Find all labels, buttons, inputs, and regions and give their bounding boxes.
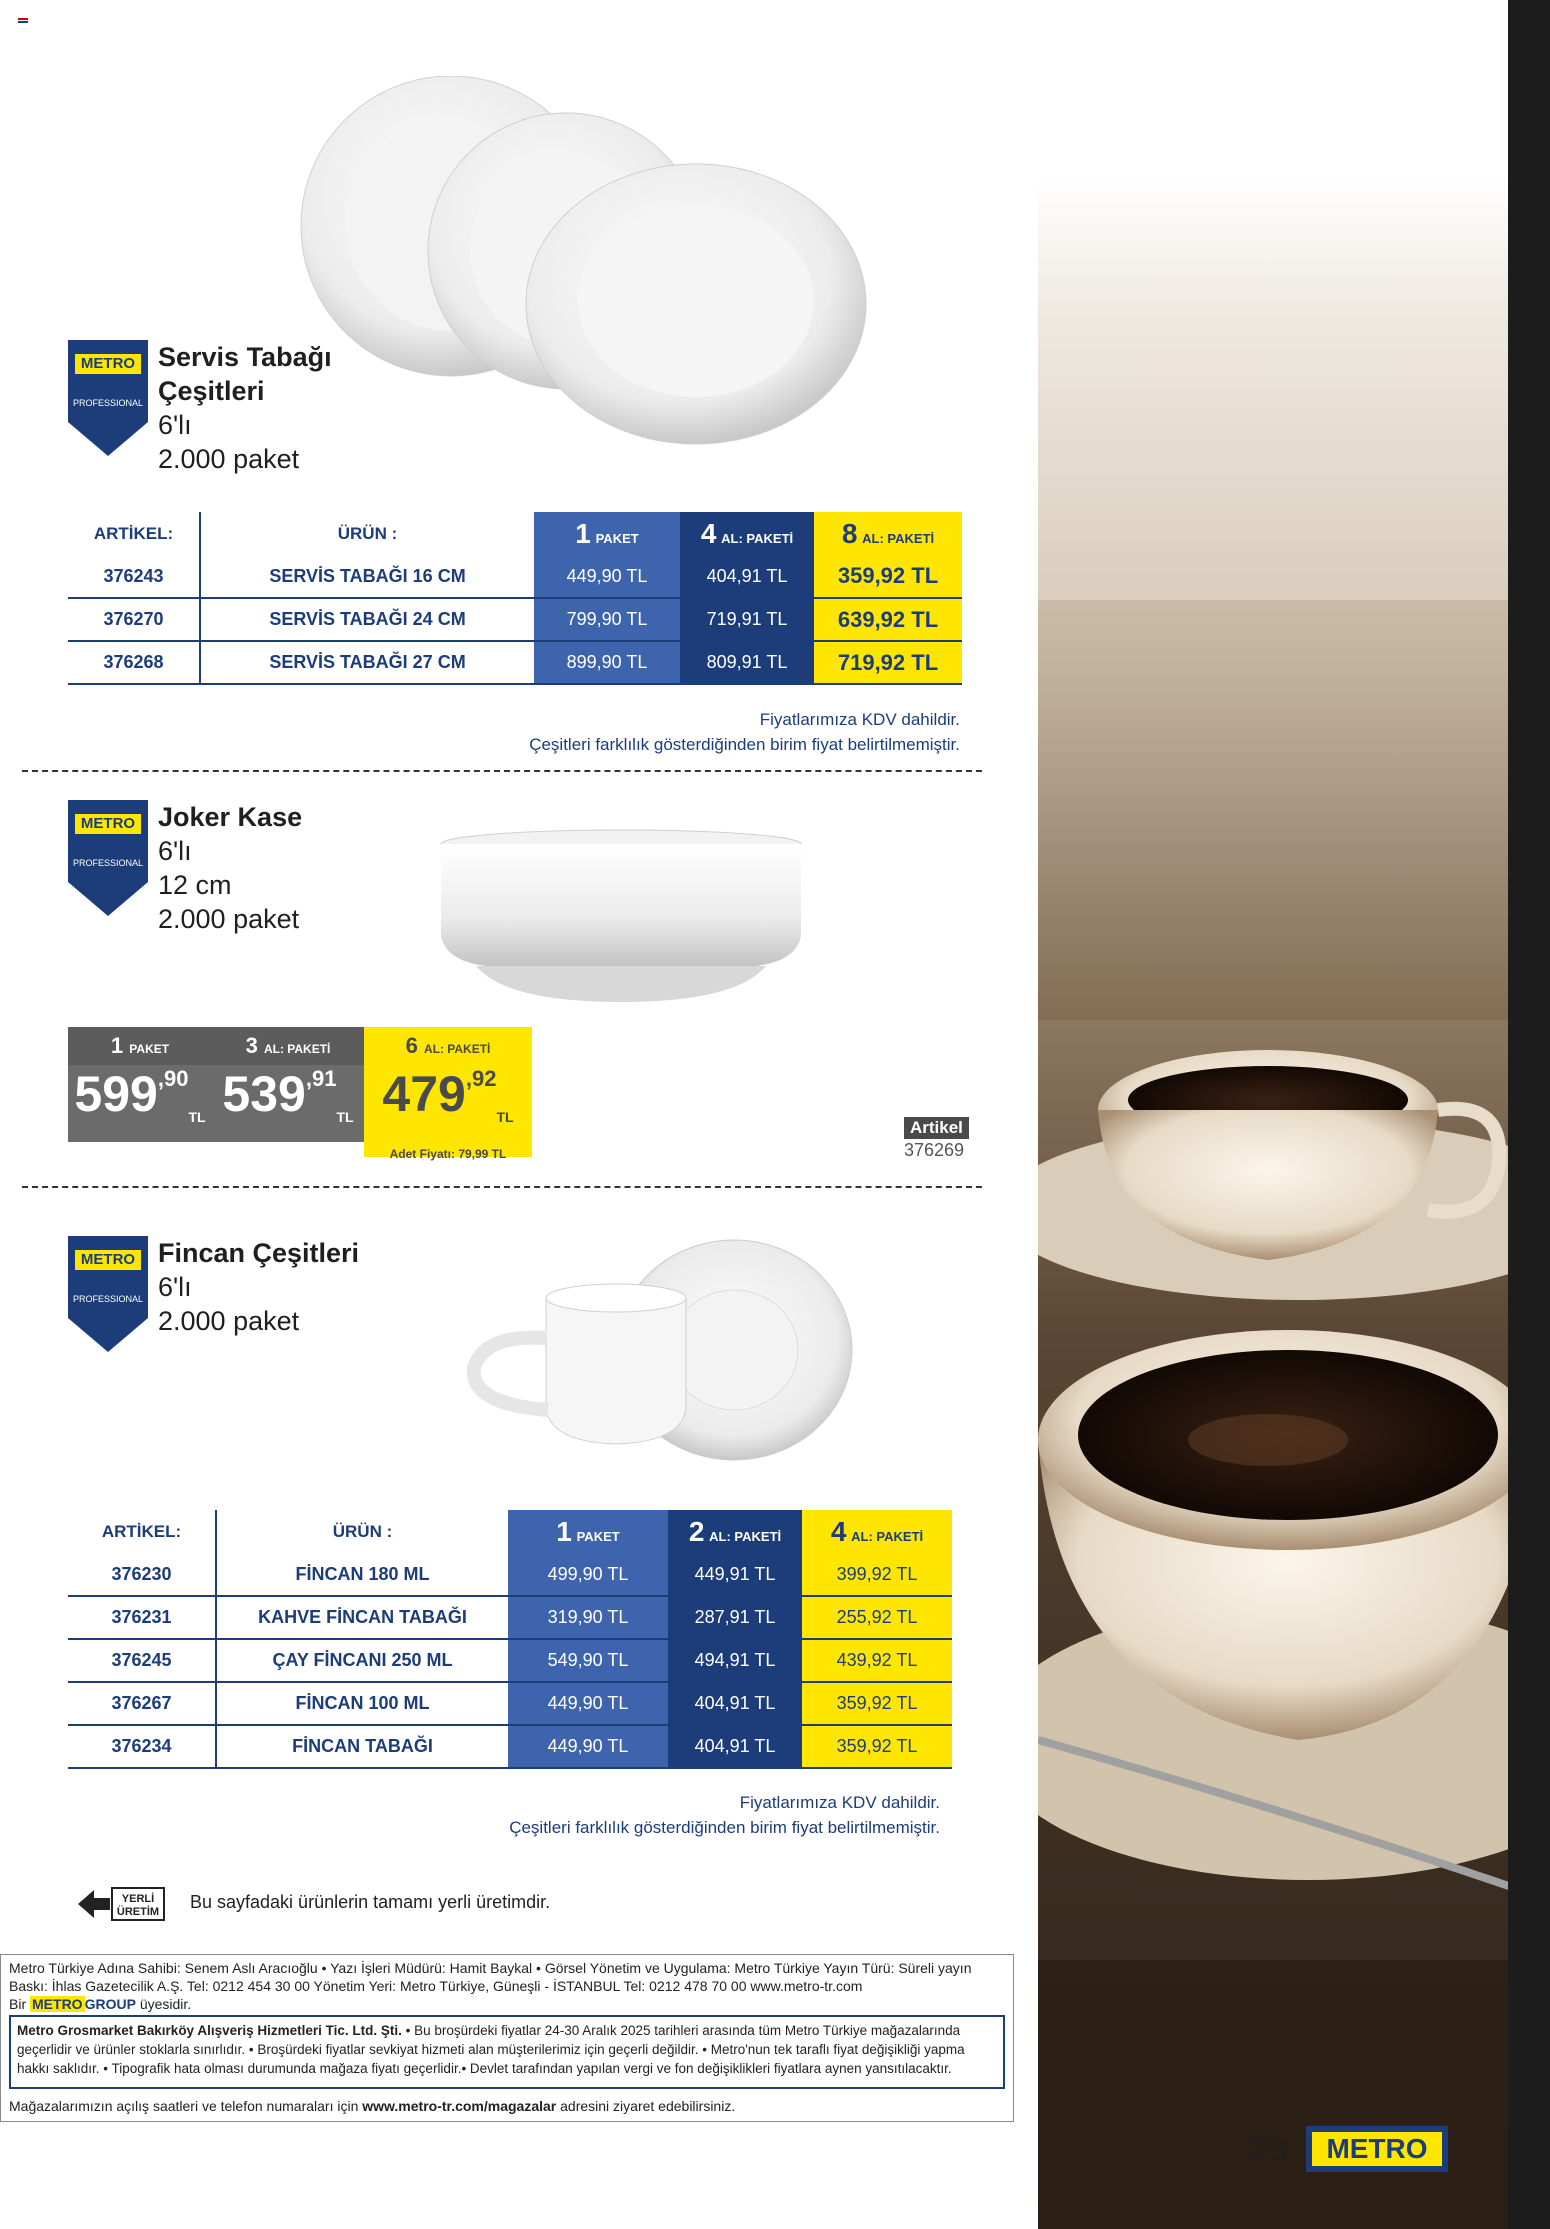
metro-professional-badge: METRO PROFESSIONAL [68, 800, 148, 918]
table-row: 376268 SERVİS TABAĞI 27 CM 899,90 TL 809,91 TL 719,92 TL [68, 641, 962, 684]
metro-professional-badge [68, 340, 148, 458]
divider [22, 770, 982, 772]
table-row: 376234 FİNCAN TABAĞI 449,90 TL 404,91 TL 359,92 TL [68, 1725, 952, 1768]
product-title-line1: Servis Tabağı [158, 342, 332, 372]
col-4-paket: 4 AL: PAKETİ [680, 512, 814, 555]
table-row: 376230 FİNCAN 180 ML 499,90 TL 449,91 TL 399,92 TL [68, 1553, 952, 1596]
product-pack: 6'lı [158, 410, 192, 440]
coffee-cups-image [1038, 0, 1550, 2229]
col-artikel: ARTİKEL: [93, 523, 174, 543]
product-title-line2: Çeşitleri [158, 376, 265, 406]
col-1-paket: 1 PAKET [508, 1510, 668, 1553]
page-number: 23 [1252, 2132, 1288, 2168]
artikel-code: Artikel 376269 [904, 1117, 969, 1161]
local-production-icon [76, 1886, 166, 1922]
flag-icon [18, 18, 28, 26]
table-row: 376245 ÇAY FİNCANI 250 ML 549,90 TL 494,91 TL 439,92 TL [68, 1639, 952, 1682]
price-table-cups [68, 1510, 952, 1769]
product-stock: 2.000 paket [158, 444, 300, 474]
price-table-plates [68, 512, 962, 685]
col-urun: ÜRÜN : [216, 1510, 508, 1553]
product-size: 12 cm [158, 870, 232, 900]
bowl-image [436, 826, 806, 1006]
cup-saucer-image [466, 1238, 856, 1464]
product-pack: 6'lı [158, 1272, 192, 1302]
table-row: 376267 FİNCAN 100 ML 449,90 TL 404,91 TL 359,92 TL [68, 1682, 952, 1725]
table-row: 376243 SERVİS TABAĞI 16 CM 449,90 TL 404,91 TL 359,92 TL [68, 555, 962, 598]
product-stock: 2.000 paket [158, 1306, 300, 1336]
product-title-line1: Fincan Çeşitleri [158, 1238, 360, 1268]
metro-logo: METRO [1306, 2126, 1448, 2172]
price-box-6-paket: 6 AL: PAKETİ $479^{,92}_{TL}$ Adet Fiyatı: 79,99 TL [364, 1027, 532, 1157]
col-8-paket: 8 AL: PAKETİ [814, 512, 962, 555]
product-stock: 2.000 paket [158, 904, 300, 934]
col-1-paket: 1 PAKET [534, 512, 680, 555]
badge-sub: PROFESSIONAL [68, 384, 148, 422]
plates-image [296, 76, 886, 476]
svg-text:ÜRETİM: ÜRETİM [116, 1906, 160, 1918]
col-4-paket: 4 AL: PAKETİ [802, 1510, 952, 1553]
coffee-photo [1038, 0, 1550, 2229]
badge-brand: METRO [75, 354, 141, 374]
col-urun: ÜRÜN : [200, 512, 534, 555]
product-pack: 6'lı [158, 836, 192, 866]
legal-footer: Metro Türkiye Adına Sahibi: Senem Aslı Aracıoğlu • Yazı İşleri Müdürü: Hamit Baykal • Görsel Yönetim ve Uygulama: Metro Türkiye Yayın Türü: Süreli yayın Baskı: İhlas Gazetecilik A.Ş. Tel: 0212 454 30 00 Yönetim Yeri: Metro Türkiye, Güneşli - İSTANBUL Tel: 0212 478 70 00 www.metro-tr.com Bir METRO GROUP üyesidir. Metro Grosmarket Bakırköy Alışveriş Hizmetleri Tic. Ltd. Şti. • Bu broşürdeki fiyatlar 24-30 Aralık 2025 tarihleri arasında tüm Metro Türkiye mağazalarında geçerlidir ve ürünler stoklarla sınırlıdır. • Broşürdeki fiyatlar sevkiyat hizmeti alan müşterilerimiz için geçerli değildir. • Metro'nun tek taraflı fiyat değişikliği yapma hakkı saklıdır. • Tipografik hata olması durumunda mağaza fiyatı geçerlidir.• Devlet tarafından yapılan vergi ve fon değişiklikleri fiyatlara aynen yansıtılacaktır. Mağazalarımızın açılış saatleri ve telefon numaraları için www.metro-tr.com/magazalar adresini ziyaret edebilirsiniz. [0, 1954, 1014, 2122]
metro-professional-badge: METRO PROFESSIONAL [68, 1236, 148, 1354]
table-row: 376231 KAHVE FİNCAN TABAĞI 319,90 TL 287,91 TL 255,92 TL [68, 1596, 952, 1639]
stores-link[interactable]: www.metro-tr.com/magazalar [362, 2098, 557, 2114]
col-artikel: ARTİKEL: [101, 1521, 182, 1541]
vat-note: Fiyatlarımıza KDV dahildir. Çeşitleri farklılık gösterdiğinden birim fiyat belirtilmemiştir. [529, 710, 960, 754]
col-2-paket: 2 AL: PAKETİ [668, 1510, 802, 1553]
price-box-1-paket: 1 PAKET $599^{,90}_{TL}$ Adet Fiyatı: 99,98 TL [68, 1027, 212, 1142]
table-row: 376270 SERVİS TABAĞI 24 CM 799,90 TL 719,91 TL 639,92 TL [68, 598, 962, 641]
divider [22, 1186, 982, 1188]
svg-text:YERLİ: YERLİ [121, 1893, 155, 1905]
vat-note: Fiyatlarımıza KDV dahildir. Çeşitleri farklılık gösterdiğinden birim fiyat belirtilmemiştir. [509, 1793, 940, 1837]
page-edge [1508, 0, 1550, 2229]
price-box-3-paket: 3 AL: PAKETİ $539^{,91}_{TL}$ Adet Fiyatı: 89,98 TL [212, 1027, 364, 1142]
legal-box: Metro Grosmarket Bakırköy Alışveriş Hizmetleri Tic. Ltd. Şti. • Bu broşürdeki fiyatlar 24-30 Aralık 2025 tarihleri arasında tüm Metro Türkiye mağazalarında geçerlidir ve ürünler stoklarla sınırlıdır. • Broşürdeki fiyatlar sevkiyat hizmeti alan müşterilerimiz için geçerli değildir. • Metro'nun tek taraflı fiyat değişikliği yapma hakkı saklıdır. • Tipografik hata olması durumunda mağaza fiyatı geçerlidir.• Devlet tarafından yapılan vergi ve fon değişiklikleri fiyatlara aynen yansıtılacaktır. [9, 2015, 1005, 2089]
product-title-line1: Joker Kase [158, 802, 303, 832]
